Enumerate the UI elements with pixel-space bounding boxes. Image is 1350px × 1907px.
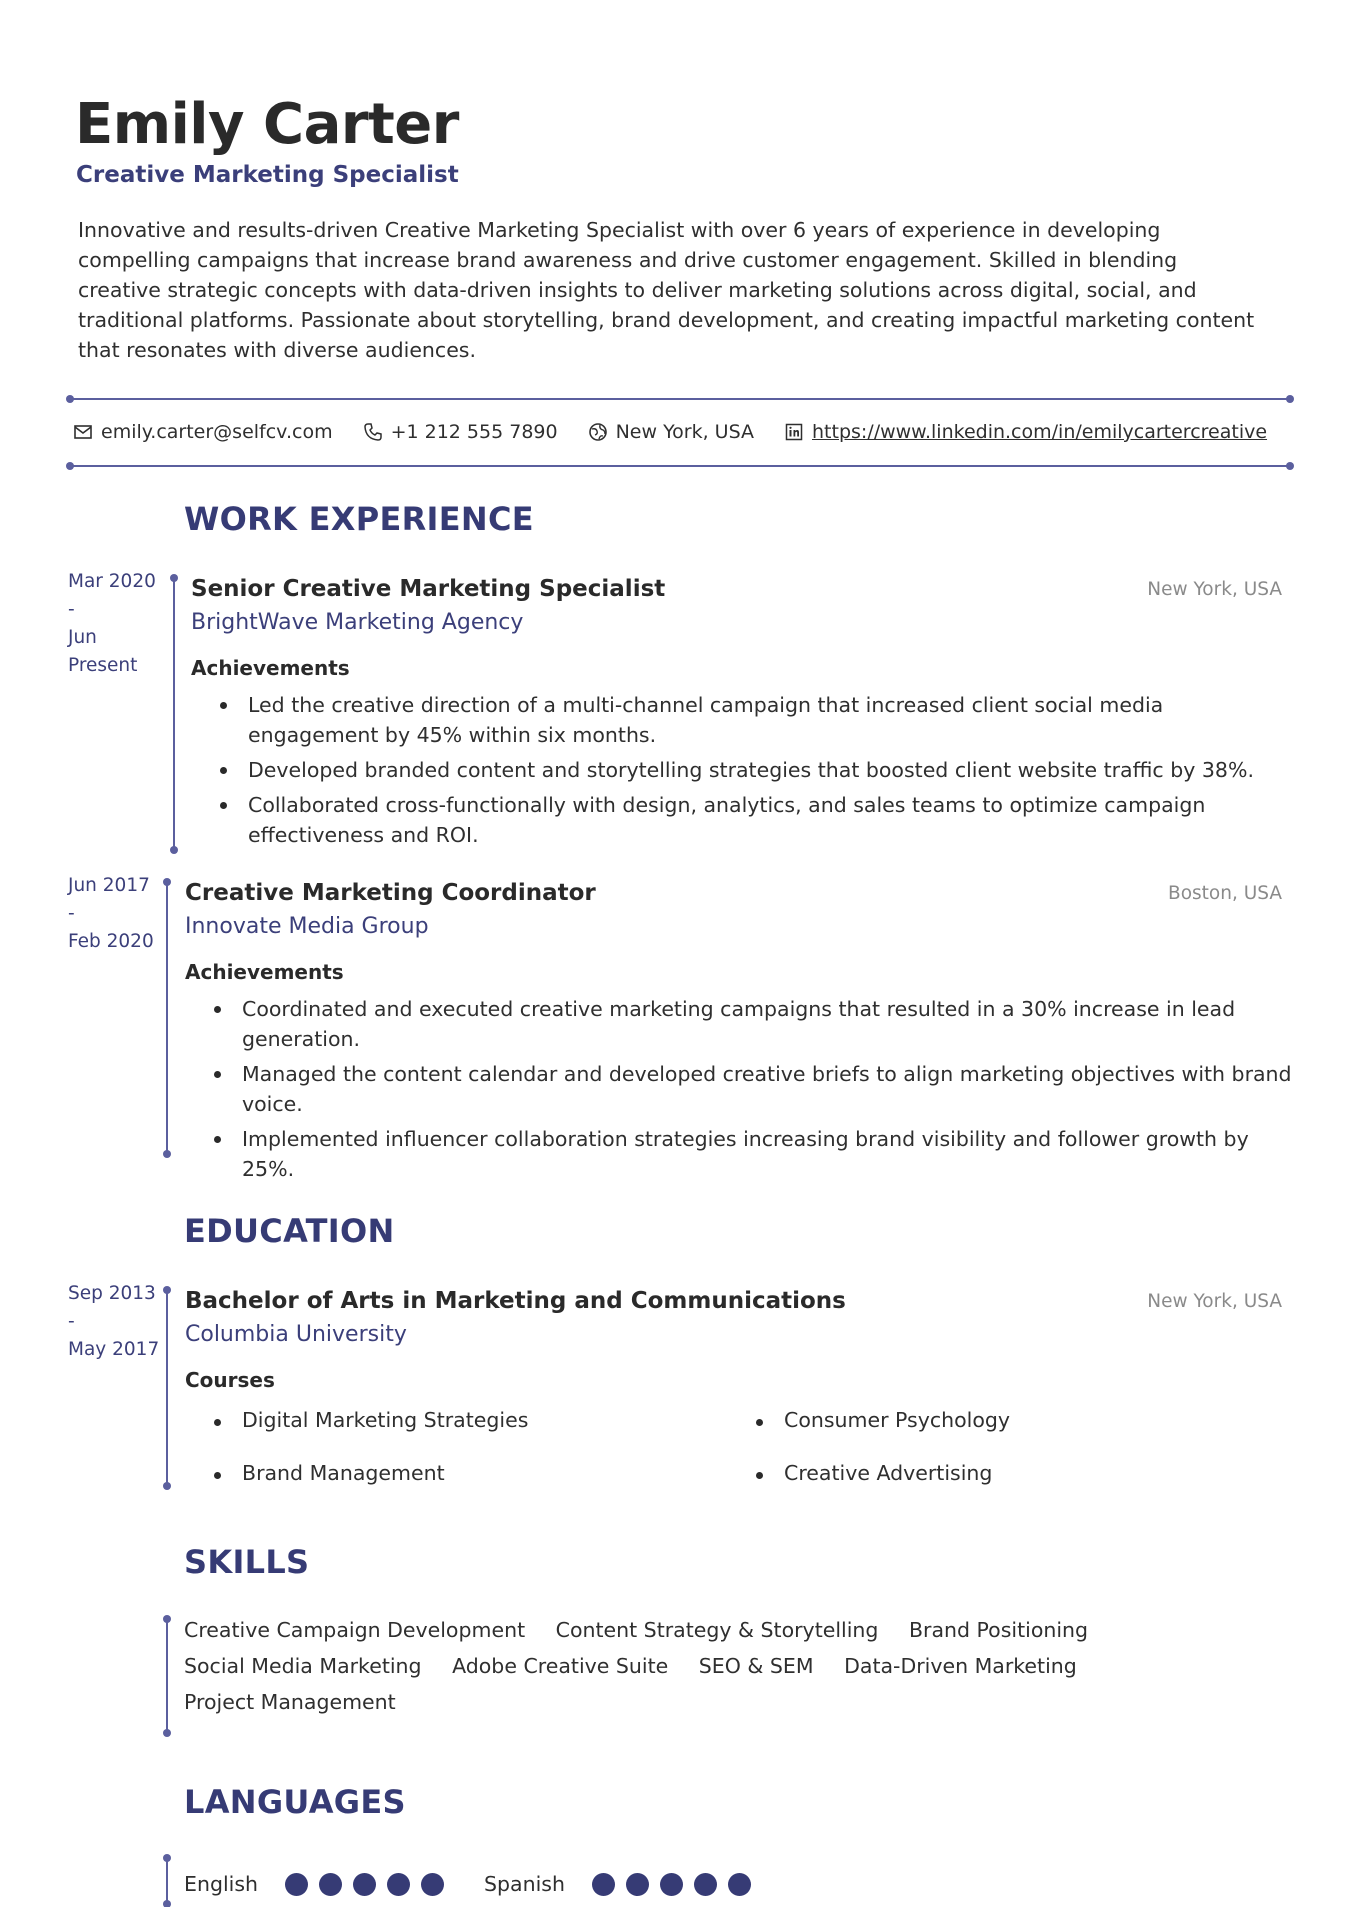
summary: Innovative and results-driven Creative Marketing Specialist with over 6 years of experience in developing compelling campaigns that increase brand awareness and drive customer engagement. Skilled in blending creative strategic concepts with data-driven insights to deliver marketing solutions across digital, social, and traditional platforms. Passionate about storytelling, brand development, and creating impactful marketing content that resonates with diverse audiences.: [78, 218, 1255, 362]
list-item: Implemented influencer collaboration strategies increasing brand visibility and follower growth by 25%.: [211, 1124, 1296, 1184]
level-dot: [660, 1873, 683, 1896]
level-dot: [285, 1873, 308, 1896]
languages-timeline: [166, 1856, 168, 1906]
globe-icon: [588, 422, 608, 442]
contact-top-divider: [70, 398, 1290, 400]
skill-item: Data-Driven Marketing: [844, 1654, 1077, 1678]
list-item: Collaborated cross-functionally with design, analytics, and sales teams to optimize campaign effectiveness and ROI.: [217, 790, 1292, 850]
education-dates: [68, 1280, 159, 1364]
job-2-location: Boston, USA: [1168, 883, 1282, 904]
job-1-date-sep: -: [68, 599, 75, 620]
language-name: English: [184, 1872, 259, 1896]
skill-item: Creative Campaign Development: [184, 1618, 526, 1642]
contact-bottom-divider: [70, 465, 1290, 467]
level-dot: [319, 1873, 342, 1896]
level-dot: [421, 1873, 444, 1896]
languages-heading: LANGUAGES: [184, 1783, 406, 1821]
education-timeline: [166, 1288, 168, 1488]
skill-item: Brand Positioning: [908, 1618, 1089, 1642]
skill-item: Adobe Creative Suite: [452, 1654, 669, 1678]
job-1-achievements-label: Achievements: [191, 656, 350, 680]
education-location: New York, USA: [1147, 1291, 1282, 1312]
skills-heading: SKILLS: [184, 1543, 310, 1581]
job-2-company: Innovate Media Group: [185, 914, 429, 939]
job-1-date-start: Mar 2020: [68, 571, 156, 592]
level-dot: [387, 1873, 410, 1896]
job-2-date-end: Feb 2020: [68, 931, 154, 952]
job-2-dates: [68, 872, 154, 956]
job-1-date-end-2: Present: [68, 655, 138, 676]
contact-email[interactable]: [73, 421, 333, 443]
education-heading: EDUCATION: [184, 1212, 395, 1250]
contact-phone[interactable]: [363, 421, 558, 443]
course-item: Brand Management: [211, 1461, 445, 1485]
level-dot: [626, 1873, 649, 1896]
job-2-timeline: [166, 880, 168, 1156]
job-2-achievements-label: Achievements: [185, 960, 344, 984]
skill-item: Project Management: [184, 1690, 396, 1714]
mail-icon: [73, 422, 93, 442]
list-item: Developed branded content and storytelling strategies that boosted client website traffic by 38%.: [217, 755, 1292, 785]
courses-label: Courses: [185, 1368, 275, 1392]
language-name: Spanish: [484, 1872, 565, 1896]
job-1-company: BrightWave Marketing Agency: [191, 610, 524, 635]
skill-item: SEO & SEM: [698, 1654, 814, 1678]
level-dot: [728, 1873, 751, 1896]
contact-linkedin-link[interactable]: https://www.linkedin.com/in/emilycartercreative: [812, 421, 1268, 443]
job-2-date-start: Jun 2017: [68, 875, 150, 896]
job-1-location: New York, USA: [1147, 579, 1282, 600]
list-item: Coordinated and executed creative marketing campaigns that resulted in a 30% increase in lead generation.: [211, 994, 1296, 1054]
course-item: Creative Advertising: [753, 1461, 992, 1485]
degree-title: Bachelor of Arts in Marketing and Communications: [185, 1288, 846, 1314]
education-date-start: Sep 2013: [68, 1283, 156, 1304]
course-item: Digital Marketing Strategies: [211, 1408, 528, 1432]
job-2-achievements: [211, 994, 1296, 1189]
contact-email-text: emily.carter@selfcv.com: [101, 421, 333, 443]
skill-item: Social Media Marketing: [184, 1654, 422, 1678]
job-1-timeline: [173, 576, 175, 852]
language-english: [184, 1872, 444, 1896]
contact-location-text: New York, USA: [615, 421, 754, 443]
education-date-sep: -: [68, 1311, 75, 1332]
skills-timeline: [166, 1617, 168, 1735]
job-2-date-sep: -: [68, 903, 75, 924]
level-dot: [592, 1873, 615, 1896]
contact-bar: [73, 417, 1267, 447]
job-1-dates: [68, 568, 156, 680]
job-1-title: Senior Creative Marketing Specialist: [191, 576, 666, 602]
language-spanish: [484, 1872, 751, 1896]
list-item: Led the creative direction of a multi-channel campaign that increased client social media engagement by 45% within six months.: [217, 690, 1292, 750]
education-date-end: May 2017: [68, 1339, 160, 1360]
level-dot: [353, 1873, 376, 1896]
contact-linkedin[interactable]: [784, 421, 1267, 443]
candidate-title: Creative Marketing Specialist: [76, 162, 459, 188]
course-item: Consumer Psychology: [753, 1408, 1010, 1432]
school-name: Columbia University: [185, 1322, 407, 1347]
skill-item: Content Strategy & Storytelling: [555, 1618, 879, 1642]
linkedin-icon: [784, 422, 804, 442]
job-2-title: Creative Marketing Coordinator: [185, 880, 596, 906]
phone-icon: [363, 422, 383, 442]
candidate-name: Emily Carter: [75, 92, 459, 157]
work-experience-heading: WORK EXPERIENCE: [184, 500, 534, 538]
skills-list: [184, 1612, 1184, 1720]
level-dot: [694, 1873, 717, 1896]
language-level: [285, 1873, 444, 1896]
list-item: Managed the content calendar and developed creative briefs to align marketing objectives with brand voice.: [211, 1059, 1296, 1119]
language-level: [592, 1873, 751, 1896]
contact-location: [588, 421, 754, 443]
job-1-achievements: [217, 690, 1292, 855]
job-1-date-end: Jun: [68, 627, 97, 648]
contact-phone-text: +1 212 555 7890: [390, 421, 558, 443]
